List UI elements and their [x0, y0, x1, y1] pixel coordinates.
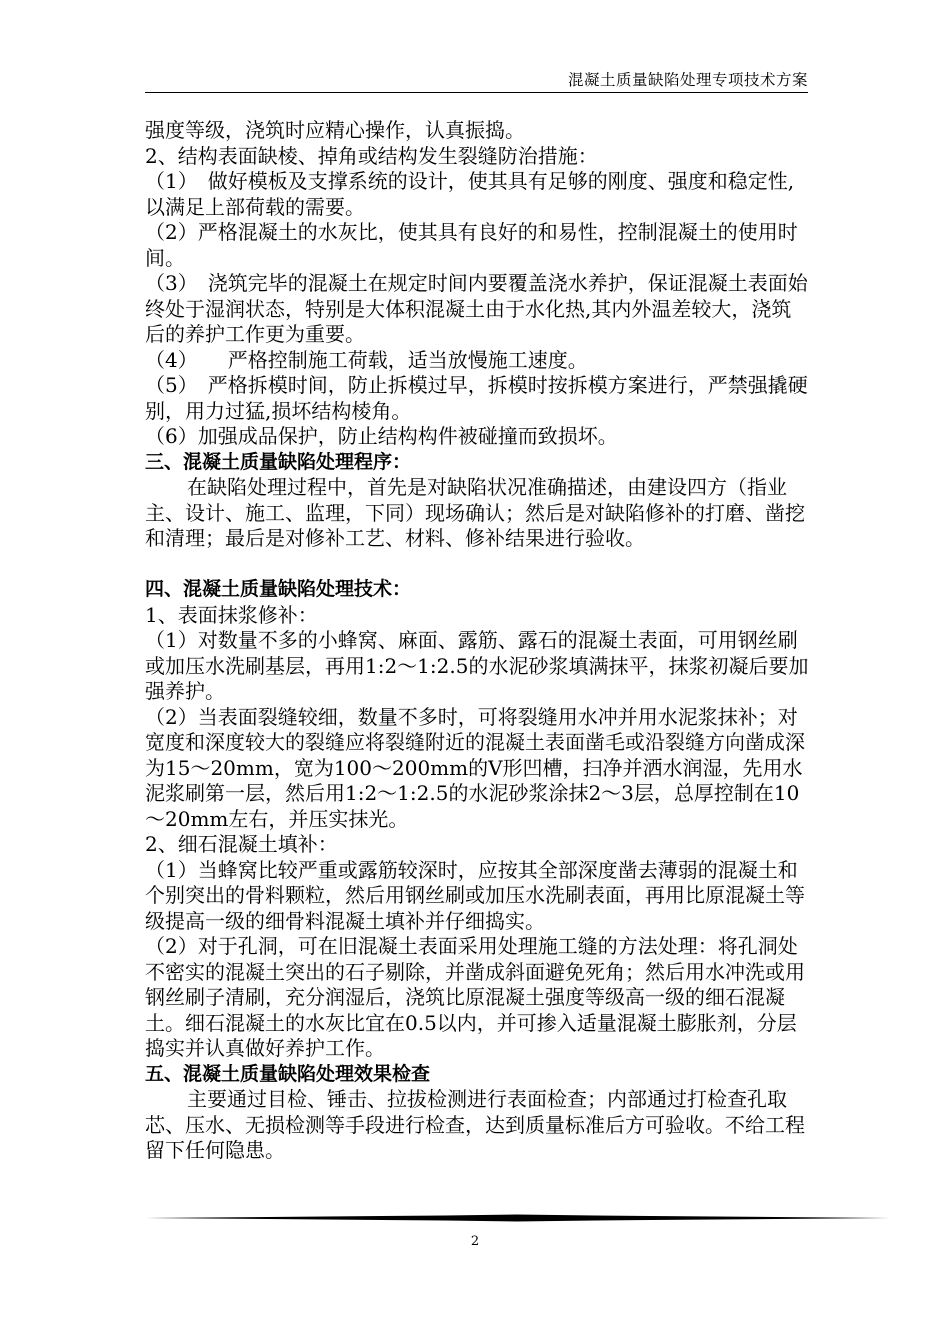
measure-item-4: （4） 严格控制施工荷载，适当放慢施工速度。 [145, 347, 588, 372]
repair-item-1-1: （1）对数量不多的小蜂窝、麻面、露筋、露石的混凝土表面，可用钢丝刷或加压水洗刷基层，再用1:2～1:2.5的水泥砂浆填满抹平，抹浆初凝后要加强养护。 [145, 628, 809, 703]
footer-divider [145, 1214, 890, 1222]
paragraph-continued: 强度等级，浇筑时应精心操作，认真振捣。 [145, 118, 525, 142]
measure-item-6: （6）加强成品保护，防止结构构件被碰撞而致损坏。 [145, 424, 618, 448]
subsection-1-title: 1、表面抹浆修补： [145, 602, 318, 627]
heading-section-5: 五、混凝土质量缺陷处理效果检查 [145, 1062, 431, 1085]
section-5-body: 主要通过目检、锤击、拉拔检测进行表面检查；内部通过打检查孔取芯、压水、无损检测等手段进行检查，达到质量标准后方可验收。不给工程留下任何隐患。 [145, 1087, 805, 1162]
heading-section-3: 三、混凝土质量缺陷处理程序： [145, 450, 412, 473]
repair-item-2-1: （1）当蜂窝比较严重或露筋较深时，应按其全部深度凿去薄弱的混凝土和个别突出的骨料颗粒，然后用钢丝刷或加压水洗刷表面，再用比原混凝土等级提高一级的细骨料混凝土填补并仔细捣实。 [145, 857, 805, 933]
document-body [145, 118, 810, 1164]
measure-item-5: （5） 严格拆模时间，防止拆模过早，拆模时按拆模方案进行，严禁强撬硬别，用力过猛,损坏结构棱角。 [145, 373, 808, 423]
page-number: 2 [470, 1234, 480, 1249]
repair-item-2-2: （2）对于孔洞，可在旧混凝土表面采用处理施工缝的方法处理：将孔洞处不密实的混凝土突出的石子剔除，并凿成斜面避免死角；然后用水冲洗或用钢丝刷子清刷，充分润湿后，浇筑比原混凝土强度等级高一级的细石混凝土。细石混凝土的水灰比宜在0.5以内，并可掺入适量混凝土膨胀剂，分层捣实并认真做好养护工作。 [145, 934, 805, 1060]
subsection-2-title: 2、细石混凝土填补： [145, 832, 338, 856]
header-title: 混凝土质量缺陷处理专项技术方案 [567, 71, 808, 89]
page-header [145, 62, 808, 93]
measure-item-1: （1） 做好模板及支撑系统的设计，使其具有足够的刚度、强度和稳定性,以满足上部荷载的需要。 [145, 169, 795, 219]
blank-line [145, 552, 810, 578]
section-3-body: 在缺陷处理过程中，首先是对缺陷状况准确描述，由建设四方（指业主、设计、施工、监理，下同）现场确认；然后是对缺陷修补的打磨、凿挖和清理；最后是对修补工艺、材料、修补结果进行验收。 [145, 475, 805, 550]
heading-section-4: 四、混凝土质量缺陷处理技术： [145, 578, 412, 600]
repair-item-1-2: （2）当表面裂缝较细，数量不多时，可将裂缝用水冲并用水泥浆抹补；对宽度和深度较大的裂缝应将裂缝附近的混凝土表面凿毛或沿裂缝方向凿成深为15～20mm，宽为100～200mm的V形凹槽，扫净并洒水润湿，先用水泥浆刷第一层，然后用1:2～1:2.5的水泥砂浆涂抹2～3层，总厚控制在10～20mm左右，并压实抹光。 [145, 704, 805, 831]
measure-item-2: （2）严格混凝土的水灰比，使其具有良好的和易性，控制混凝土的使用时间。 [145, 220, 798, 270]
measure-item-3: （3） 浇筑完毕的混凝土在规定时间内要覆盖浇水养护，保证混凝土表面始终处于湿润状态，特别是大体积混凝土由于水化热,其内外温差较大，浇筑后的养护工作更为重要。 [145, 271, 808, 346]
section-2-title: 2、结构表面缺棱、掉角或结构发生裂缝防治措施： [145, 143, 598, 168]
